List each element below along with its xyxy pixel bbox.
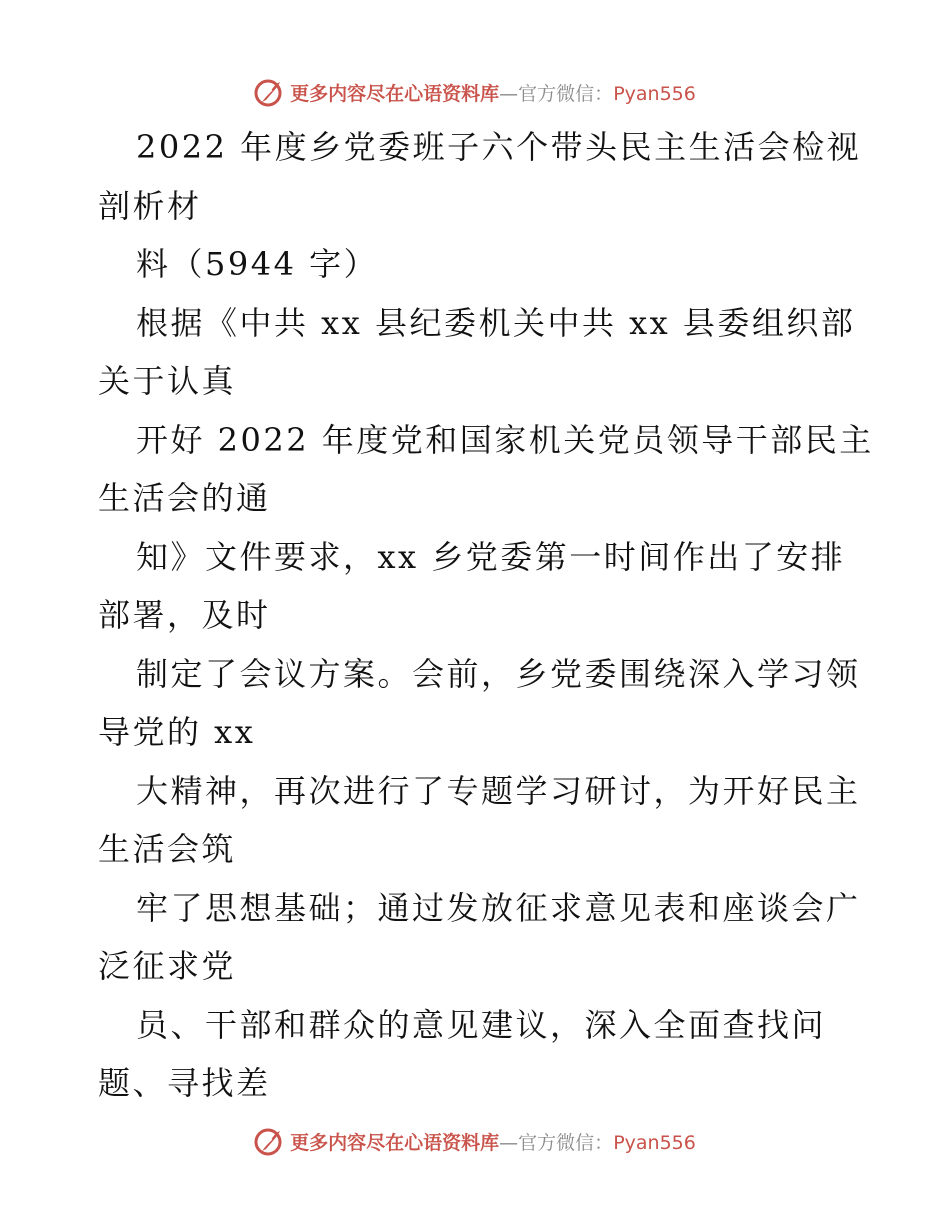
watermark-brand: 更多内容尽在心语资料库 <box>290 82 500 105</box>
text-line: 部署，及时 <box>98 596 271 634</box>
document-body <box>98 118 874 1113</box>
watermark-text <box>290 79 696 106</box>
watermark-dash: — <box>499 1131 519 1154</box>
watermark-text <box>290 1128 696 1155</box>
watermark-wechat-label: 官方微信： <box>518 1131 614 1154</box>
text-line: 料（5944 字） <box>136 245 379 283</box>
text-line: 泛征求党 <box>98 947 237 985</box>
text-line: 牢了思想基础；通过发放征求意见表和座谈会广 <box>136 888 861 927</box>
header-watermark <box>0 72 950 112</box>
text-line: 员、干部和群众的意见建议，深入全面查找问 <box>136 1005 827 1044</box>
text-line: 开好 2022 年度党和国家机关党员领导干部民主 <box>136 420 874 459</box>
text-line: 生活会筑 <box>98 830 237 868</box>
text-line: 2022 年度乡党委班子六个带头民主生活会检视 <box>136 128 862 166</box>
footer-watermark <box>0 1121 950 1161</box>
watermark-wechat-id: Pyan556 <box>613 1131 696 1154</box>
text-line: 剖析材 <box>98 186 202 225</box>
quill-logo-icon <box>254 76 286 108</box>
watermark-dash: — <box>499 82 519 105</box>
text-line: 根据《中共 xx 县纪委机关中共 xx 县委组织部 <box>136 303 856 342</box>
watermark-wechat-label: 官方微信： <box>518 82 614 105</box>
text-line: 知》文件要求，xx 乡党委第一时间作出了安排 <box>136 537 846 576</box>
watermark-wechat-id: Pyan556 <box>613 82 696 105</box>
text-line: 关于认真 <box>98 362 237 400</box>
text-line: 生活会的通 <box>98 479 271 517</box>
text-line: 题、寻找差 <box>98 1064 271 1102</box>
watermark-brand: 更多内容尽在心语资料库 <box>290 1131 500 1154</box>
text-line: 制定了会议方案。会前，乡党委围绕深入学习领 <box>136 654 861 693</box>
text-line: 导党的 xx <box>98 713 256 751</box>
text-line: 大精神，再次进行了专题学习研讨，为开好民主 <box>136 771 861 810</box>
quill-logo-icon <box>254 1125 286 1157</box>
